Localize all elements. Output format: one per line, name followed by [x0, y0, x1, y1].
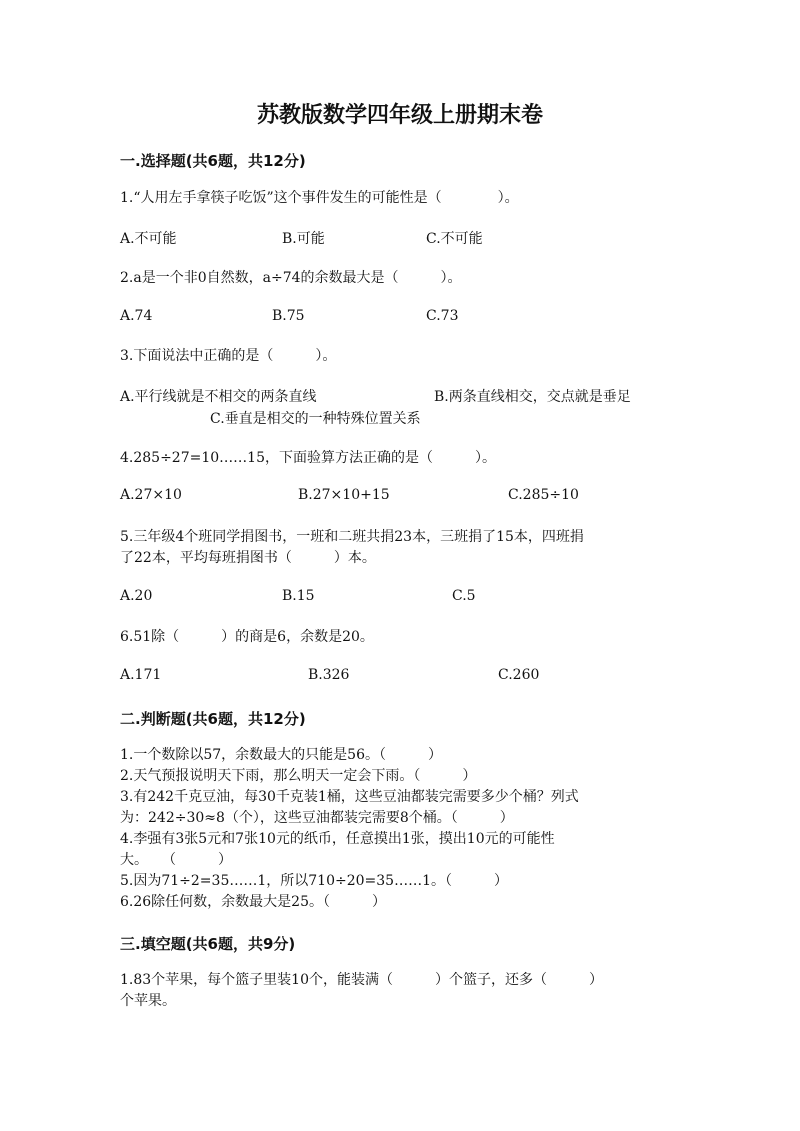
- judge-line-4: 为：242÷30≈8（个），这些豆油都装完需要8个桶。（ ）: [120, 810, 514, 826]
- q2-option-b: B.75: [272, 308, 305, 324]
- q2-option-c: C.73: [426, 308, 459, 324]
- question-3: 3.下面说法中正确的是（ ）。: [120, 348, 337, 364]
- q3-option-c: C.垂直是相交的一种特殊位置关系: [210, 411, 421, 427]
- q2-option-a: A.74: [120, 308, 153, 324]
- q1-option-a: A.不可能: [120, 231, 177, 247]
- q1-option-b: B.可能: [282, 231, 325, 247]
- q3-option-a: A.平行线就是不相交的两条直线: [120, 389, 317, 405]
- q4-option-c: C.285÷10: [508, 487, 579, 503]
- q4-option-b: B.27×10+15: [298, 487, 390, 503]
- q4-option-a: A.27×10: [120, 487, 182, 503]
- judge-line-3: 3.有242千克豆油，每30千克装1桶，这些豆油都装完需要多少个桶？列式: [120, 789, 579, 805]
- q5-option-c: C.5: [452, 588, 476, 604]
- q6-option-a: A.171: [120, 667, 162, 683]
- judge-line-2: 2.天气预报说明天下雨，那么明天一定会下雨。（ ）: [120, 768, 477, 784]
- q3-option-b: B.两条直线相交，交点就是垂足: [434, 389, 631, 405]
- question-2: 2.a是一个非0自然数，a÷74的余数最大是（ ）。: [120, 270, 462, 286]
- question-5-line-2: 了22本，平均每班捐图书（ ）本。: [120, 550, 376, 566]
- judge-line-8: 6.26除任何数，余数最大是25。（ ）: [120, 894, 386, 910]
- question-4: 4.285÷27=10……15，下面验算方法正确的是（ ）。: [120, 450, 496, 466]
- q6-option-c: C.260: [498, 667, 540, 683]
- q5-option-a: A.20: [120, 588, 153, 604]
- fill-line-2: 个苹果。: [120, 993, 176, 1009]
- judge-line-5: 4.李强有3张5元和7张10元的纸币，任意摸出1张，摸出10元的可能性: [120, 831, 555, 847]
- question-5-line-1: 5.三年级4个班同学捐图书，一班和二班共捐23本，三班捐了15本，四班捐: [120, 529, 584, 545]
- q1-option-c: C.不可能: [426, 231, 483, 247]
- fill-line-1: 1.83个苹果，每个篮子里装10个，能装满（ ）个篮子，还多（ ）: [120, 972, 603, 988]
- section-heading-choice: 一.选择题(共6题，共12分): [120, 152, 306, 170]
- section-heading-judge: 二.判断题(共6题，共12分): [120, 710, 306, 728]
- question-6: 6.51除（ ）的商是6，余数是20。: [120, 629, 374, 645]
- q5-option-b: B.15: [282, 588, 315, 604]
- q6-option-b: B.326: [308, 667, 350, 683]
- judge-line-1: 1.一个数除以57，余数最大的只能是56。（ ）: [120, 747, 442, 763]
- question-1: 1.“人用左手拿筷子吃饭”这个事件发生的可能性是（ ）。: [120, 190, 519, 206]
- judge-line-6: 大。 （ ）: [120, 852, 232, 868]
- section-heading-fill: 三.填空题(共6题，共9分): [120, 935, 296, 953]
- page-title: 苏教版数学四年级上册期末卷: [256, 103, 543, 128]
- judge-line-7: 5.因为71÷2=35……1，所以710÷20=35……1。（ ）: [120, 873, 508, 889]
